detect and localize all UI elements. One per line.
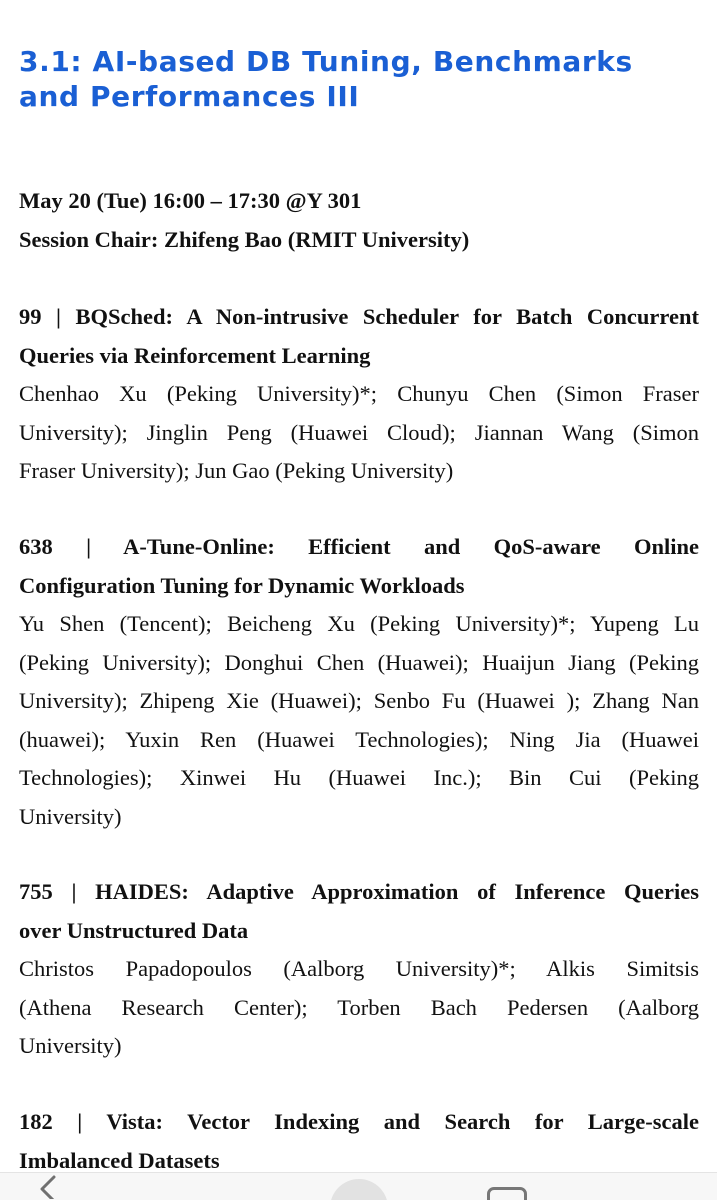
paper-authors-line: University); Jinglin Peng (Huawei Cloud); Jiannan Wang (Simon bbox=[19, 419, 699, 445]
home-icon[interactable] bbox=[330, 1179, 388, 1200]
paper-authors-line: Fraser University); Jun Gao (Peking University) bbox=[19, 458, 454, 483]
back-icon[interactable] bbox=[36, 1175, 60, 1199]
paper-authors-line: Christos Papadopoulos (Aalborg University)*; Alkis Simitsis bbox=[19, 956, 699, 981]
paper-title-line: Imbalanced Datasets bbox=[19, 1147, 220, 1173]
paper-authors-line: (Peking University); Donghui Chen (Huawei); Huaijun Jiang (Peking bbox=[19, 649, 699, 675]
paper-authors-line: (Athena Research Center); Torben Bach Pedersen (Aalborg bbox=[19, 994, 699, 1020]
paper-entry-755 bbox=[19, 873, 699, 1066]
paper-entry-638 bbox=[19, 528, 699, 836]
paper-title-line: over Unstructured Data bbox=[19, 917, 249, 943]
paper-authors-line: Chenhao Xu (Peking University)*; Chunyu Chen (Simon Fraser bbox=[19, 381, 699, 406]
paper-title-line: 99 | BQSched: A Non-intrusive Scheduler for Batch Concurrent bbox=[19, 304, 699, 329]
session-chair: Session Chair: Zhifeng Bao (RMIT University) bbox=[19, 226, 470, 252]
paper-entry-182 bbox=[19, 1103, 699, 1180]
paper-authors-line: University) bbox=[19, 803, 122, 829]
paper-authors-line: Yu Shen (Tencent); Beicheng Xu (Peking University)*; Yupeng Lu bbox=[19, 611, 699, 636]
paper-title-line: 182 | Vista: Vector Indexing and Search for Large-scale bbox=[19, 1109, 699, 1134]
paper-authors-line: Technologies); Xinwei Hu (Huawei Inc.); Bin Cui (Peking bbox=[19, 765, 699, 790]
session-time: May 20 (Tue) 16:00 – 17:30 @Y 301 bbox=[19, 188, 362, 213]
recent-apps-icon[interactable] bbox=[487, 1187, 527, 1200]
paper-title-line: Queries via Reinforcement Learning bbox=[19, 342, 371, 368]
paper-authors-line: University) bbox=[19, 1033, 122, 1058]
paper-entry-99 bbox=[19, 298, 699, 491]
paper-authors-line: University); Zhipeng Xie (Huawei); Senbo Fu (Huawei ); Zhang Nan bbox=[19, 688, 699, 713]
paper-title-line: 755 | HAIDES: Adaptive Approximation of Inference Queries bbox=[19, 879, 699, 904]
paper-title-line: Configuration Tuning for Dynamic Workloads bbox=[19, 572, 465, 598]
session-info bbox=[19, 182, 699, 259]
system-navigation-bar bbox=[0, 1172, 717, 1200]
paper-title-line: 638 | A-Tune-Online: Efficient and QoS-aware Online bbox=[19, 534, 699, 559]
paper-authors-line: (huawei); Yuxin Ren (Huawei Technologies); Ning Jia (Huawei bbox=[19, 726, 699, 752]
session-title: 3.1: AI-based DB Tuning, Benchmarks and Performances III bbox=[19, 45, 633, 113]
